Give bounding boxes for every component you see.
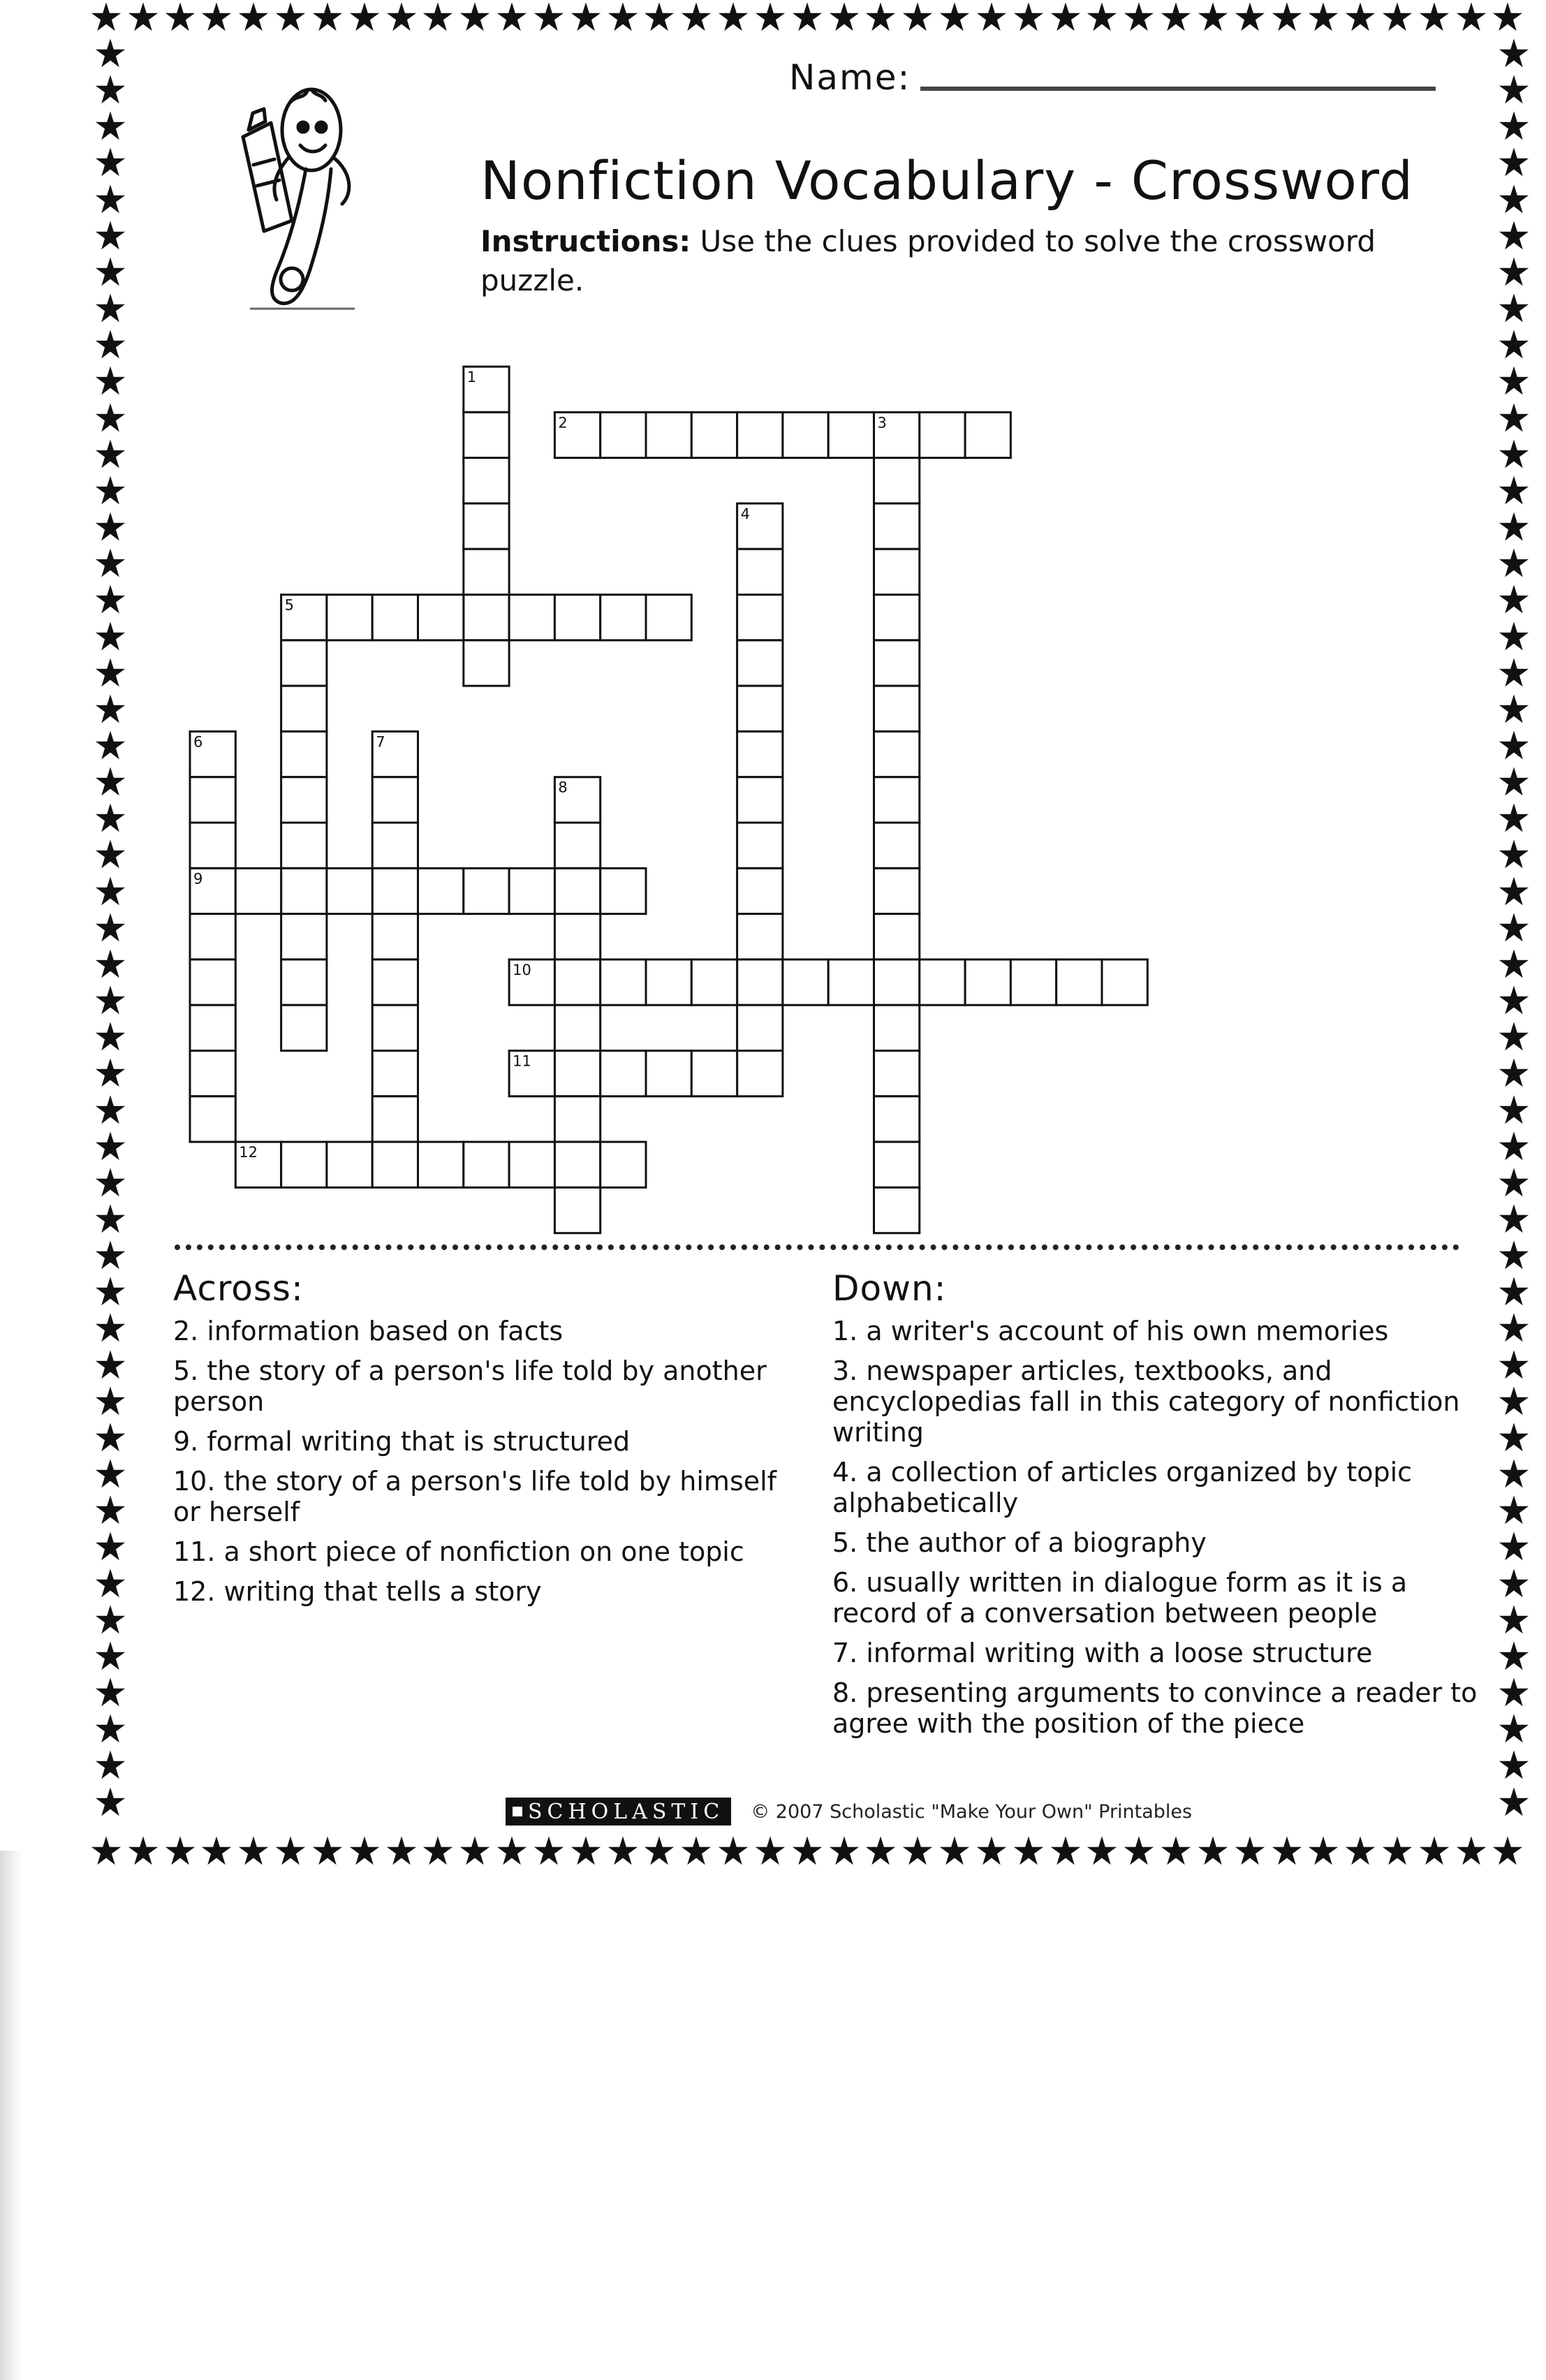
crossword-cell[interactable]: [874, 686, 920, 731]
star-icon: [1198, 1835, 1228, 1866]
crossword-cell[interactable]: [737, 960, 783, 1005]
crossword-cell[interactable]: [554, 1187, 600, 1233]
down-clue: 1. a writer's account of his own memories: [832, 1316, 1389, 1346]
star-icon: [95, 1349, 126, 1380]
crossword-cell[interactable]: [464, 549, 509, 594]
clue-number: 6: [193, 733, 203, 751]
crossword-cell[interactable]: [874, 823, 920, 868]
crossword-cell[interactable]: [1010, 960, 1056, 1005]
crossword-cell[interactable]: [874, 458, 920, 504]
crossword-cell[interactable]: [737, 549, 783, 594]
crossword-cell[interactable]: [327, 1142, 372, 1187]
crossword-cell[interactable]: [554, 960, 600, 1005]
crossword-cell[interactable]: [828, 412, 874, 457]
star-icon: [95, 1531, 126, 1562]
crossword-cell[interactable]: [281, 1005, 327, 1050]
crossword-cell[interactable]: [874, 1096, 920, 1142]
crossword-cell[interactable]: [418, 1142, 464, 1187]
star-icon: [95, 1786, 126, 1817]
star-icon: [1499, 1568, 1529, 1599]
instructions-label: Instructions:: [480, 224, 691, 258]
star-icon: [1235, 1835, 1265, 1866]
star-icon: [1499, 1786, 1529, 1817]
clue-number: 5: [284, 596, 294, 614]
crossword-cell[interactable]: [965, 412, 1010, 457]
crossword-cell[interactable]: [874, 549, 920, 594]
star-icon: [95, 1604, 126, 1635]
star-icon: [1499, 1531, 1529, 1562]
star-icon: [95, 1422, 126, 1453]
star-icon: [1456, 1835, 1487, 1866]
across-clue: 9. formal writing that is structured: [173, 1426, 631, 1457]
star-icon: [1013, 1835, 1044, 1866]
star-icon: [496, 1835, 527, 1866]
crossword-cell[interactable]: [737, 868, 783, 913]
clue-number: 1: [466, 369, 477, 385]
crossword-cell[interactable]: [372, 1051, 418, 1096]
down-clue: 7. informal writing with a loose structure: [832, 1638, 1373, 1668]
crossword-cell[interactable]: [190, 777, 235, 823]
crossword-cell[interactable]: [372, 1096, 418, 1142]
crossword-cell[interactable]: [190, 914, 235, 960]
star-icon: [644, 1835, 675, 1866]
across-clue: 10. the story of a person's life told by himself or herself: [173, 1466, 777, 1527]
crossword-cell[interactable]: [737, 914, 783, 960]
star-icon: [1050, 1835, 1081, 1866]
crossword-cell[interactable]: [554, 1096, 600, 1142]
crossword-cell[interactable]: [554, 595, 600, 640]
star-icon: [1499, 1458, 1529, 1489]
clue-number: 7: [376, 733, 385, 751]
star-icon: [275, 1835, 306, 1866]
crossword-cell[interactable]: [828, 960, 874, 1005]
crossword-cell[interactable]: [646, 595, 691, 640]
crossword-cell[interactable]: [509, 1142, 554, 1187]
star-icon: [608, 1835, 638, 1866]
page-title: Nonfiction Vocabulary - Crossword: [480, 149, 1414, 212]
star-icon: [792, 1835, 823, 1866]
star-icon: [91, 1835, 122, 1866]
crossword-cell[interactable]: [874, 1051, 920, 1096]
crossword-cell[interactable]: [601, 595, 646, 640]
star-icon: [681, 1835, 712, 1866]
crossword-cell[interactable]: [464, 595, 509, 640]
crossword-cell[interactable]: [874, 1005, 920, 1050]
crossword-cell[interactable]: [372, 823, 418, 868]
crossword-cell[interactable]: [509, 868, 554, 913]
crossword-cell[interactable]: [281, 823, 327, 868]
crossword-cell[interactable]: [737, 823, 783, 868]
crossword-cell[interactable]: [190, 960, 235, 1005]
star-icon: [312, 1835, 343, 1866]
crossword-cell[interactable]: [464, 868, 509, 913]
crossword-cell[interactable]: [1057, 960, 1102, 1005]
star-icon: [1499, 1312, 1529, 1343]
star-icon: [1161, 1835, 1191, 1866]
star-icon: [1499, 1749, 1529, 1780]
clue-number: 11: [513, 1052, 531, 1070]
crossword-cell[interactable]: [691, 1051, 737, 1096]
star-icon: [1499, 1677, 1529, 1707]
star-icon: [238, 1835, 269, 1866]
crossword-cell[interactable]: [372, 868, 418, 913]
crossword-cell[interactable]: [281, 777, 327, 823]
crossword-cell[interactable]: [646, 412, 691, 457]
across-clue: 2. information based on facts: [173, 1316, 564, 1346]
crossword-cell[interactable]: [372, 777, 418, 823]
crossword-cell[interactable]: [737, 595, 783, 640]
scholastic-logo: [506, 1798, 731, 1826]
star-icon: [976, 1835, 1007, 1866]
down-clue: 6. usually written in dialogue form as it is a record of a conversation between people: [832, 1567, 1408, 1629]
star-icon: [349, 1835, 380, 1866]
star-icon: [95, 1494, 126, 1525]
star-icon: [1087, 1835, 1117, 1866]
crossword-cell[interactable]: [554, 823, 600, 868]
crossword-cell[interactable]: [235, 868, 281, 913]
name-label: Name:: [789, 57, 911, 98]
down-clue: 3. newspaper articles, textbooks, and encyclopedias fall in this category of nonfiction writing: [832, 1356, 1460, 1448]
across-clue: 11. a short piece of nonfiction on one topic: [173, 1536, 744, 1567]
star-icon: [95, 1458, 126, 1489]
crossword-cell[interactable]: [372, 1142, 418, 1187]
star-icon: [95, 1568, 126, 1599]
star-icon: [459, 1835, 490, 1866]
crossword-cell[interactable]: [601, 1051, 646, 1096]
star-icon: [95, 1640, 126, 1671]
clue-number: 4: [740, 505, 750, 522]
crossword-cell[interactable]: [691, 960, 737, 1005]
crossword-cell[interactable]: [327, 595, 372, 640]
crossword-cell[interactable]: [646, 1051, 691, 1096]
crossword-cell[interactable]: [874, 640, 920, 686]
clue-number: 3: [877, 414, 887, 432]
crossword-cell[interactable]: [190, 1051, 235, 1096]
crossword-cell[interactable]: [418, 595, 464, 640]
across-clue: 12. writing that tells a story: [173, 1576, 542, 1607]
crossword-cell[interactable]: [965, 960, 1010, 1005]
crossword-cell[interactable]: [464, 504, 509, 549]
crossword-cell[interactable]: [418, 868, 464, 913]
crossword-cell[interactable]: [601, 868, 646, 913]
star-icon: [1345, 1835, 1376, 1866]
crossword-cell[interactable]: [554, 1005, 600, 1050]
crossword-cell[interactable]: [874, 1142, 920, 1187]
star-icon: [1492, 1835, 1523, 1866]
crossword-cell[interactable]: [281, 1142, 327, 1187]
star-icon: [1499, 1386, 1529, 1416]
star-icon: [1499, 1494, 1529, 1525]
crossword-cell[interactable]: [737, 412, 783, 457]
crossword-cell[interactable]: [737, 731, 783, 777]
clue-number: 2: [558, 414, 568, 432]
crossword-cell[interactable]: [281, 640, 327, 686]
clue-number: 8: [558, 779, 568, 796]
star-icon: [570, 1835, 601, 1866]
crossword-cell[interactable]: [737, 1051, 783, 1096]
star-icon: [1419, 1835, 1450, 1866]
crossword-cell[interactable]: [281, 868, 327, 913]
star-icon: [1499, 1422, 1529, 1453]
crossword-cell[interactable]: [737, 777, 783, 823]
crossword-cell[interactable]: [464, 412, 509, 457]
star-icon: [755, 1835, 786, 1866]
star-icon: [1499, 1604, 1529, 1635]
crossword-cell[interactable]: [601, 1142, 646, 1187]
instructions-text: Use the clues provided to solve the crossword puzzle.: [480, 224, 1376, 298]
crossword-cell[interactable]: [190, 1096, 235, 1142]
down-clue: 4. a collection of articles organized by topic alphabetically: [832, 1457, 1413, 1518]
crossword-cell[interactable]: [1102, 960, 1147, 1005]
star-icon: [165, 1835, 196, 1866]
crossword-cell[interactable]: [554, 1142, 600, 1187]
star-icon: [533, 1835, 564, 1866]
star-icon: [422, 1835, 453, 1866]
down-clue: 5. the author of a biography: [832, 1527, 1207, 1558]
crossword-cell[interactable]: [874, 960, 920, 1005]
star-icon: [128, 1835, 159, 1866]
crossword-cell[interactable]: [601, 412, 646, 457]
star-icon: [865, 1835, 896, 1866]
star-icon: [1499, 1276, 1529, 1307]
crossword-cell[interactable]: [874, 731, 920, 777]
star-border-bottom: [91, 1835, 1524, 1877]
star-icon: [1382, 1835, 1413, 1866]
crossword-cell[interactable]: [874, 868, 920, 913]
star-icon: [95, 1677, 126, 1707]
footer: [506, 1795, 1192, 1828]
star-icon: [95, 1386, 126, 1416]
clue-number: 9: [193, 870, 203, 888]
crossword-cell[interactable]: [464, 458, 509, 504]
across-heading: Across:: [173, 1268, 304, 1309]
crossword-cell[interactable]: [874, 595, 920, 640]
crossword-cell[interactable]: [372, 914, 418, 960]
star-icon: [1124, 1835, 1154, 1866]
crossword-cell[interactable]: [509, 595, 554, 640]
publisher-name: SCHOLASTIC: [528, 1799, 725, 1824]
down-clues: [832, 1316, 1482, 1748]
crossword-cell[interactable]: [281, 686, 327, 731]
star-icon: [386, 1835, 417, 1866]
crossword-cell[interactable]: [190, 823, 235, 868]
clue-number: 12: [239, 1144, 258, 1161]
clue-number: 10: [513, 961, 531, 978]
crossword-cell[interactable]: [464, 640, 509, 686]
crossword-cell[interactable]: [920, 960, 965, 1005]
star-icon: [95, 1749, 126, 1780]
star-icon: [201, 1835, 232, 1866]
crossword-cell[interactable]: [327, 868, 372, 913]
crossword-cell[interactable]: [737, 686, 783, 731]
crossword-cell[interactable]: [601, 960, 646, 1005]
crossword-cell[interactable]: [874, 1187, 920, 1233]
crossword-cell[interactable]: [281, 914, 327, 960]
crossword-cell[interactable]: [190, 1005, 235, 1050]
crossword-cell[interactable]: [920, 412, 965, 457]
crossword-cell[interactable]: [281, 960, 327, 1005]
crossword-cell[interactable]: [372, 1005, 418, 1050]
crossword-cell[interactable]: [554, 868, 600, 913]
star-icon: [1499, 1640, 1529, 1671]
crossword-cell[interactable]: [783, 960, 828, 1005]
crossword-cell[interactable]: [783, 412, 828, 457]
crossword-cell[interactable]: [646, 960, 691, 1005]
section-divider: [175, 1244, 1459, 1250]
crossword-cell[interactable]: [372, 960, 418, 1005]
star-icon: [939, 1835, 970, 1866]
crossword-cell[interactable]: [737, 640, 783, 686]
star-icon: [718, 1835, 749, 1866]
crossword-cell[interactable]: [737, 1005, 783, 1050]
crossword-cell[interactable]: [464, 1142, 509, 1187]
down-heading: Down:: [832, 1268, 947, 1309]
crossword-cell[interactable]: [874, 777, 920, 823]
crossword-cell[interactable]: [554, 914, 600, 960]
across-clues: [173, 1316, 802, 1616]
star-icon: [95, 1713, 126, 1744]
crossword-cell[interactable]: [554, 1051, 600, 1096]
across-clue: 5. the story of a person's life told by another person: [173, 1356, 767, 1417]
crossword-cell[interactable]: [281, 731, 327, 777]
copyright-text: © 2007 Scholastic "Make Your Own" Printables: [751, 1800, 1193, 1823]
scan-shadow: [0, 1851, 24, 2380]
star-icon: [1499, 1349, 1529, 1380]
star-icon: [902, 1835, 933, 1866]
crossword-cell[interactable]: [874, 504, 920, 549]
star-icon: [1272, 1835, 1302, 1866]
crossword-cell[interactable]: [691, 412, 737, 457]
star-icon: [1499, 1713, 1529, 1744]
down-clue: 8. presenting arguments to convince a reader to agree with the position of the piece: [832, 1677, 1478, 1739]
star-icon: [829, 1835, 860, 1866]
crossword-cell[interactable]: [372, 595, 418, 640]
star-icon: [95, 1276, 126, 1307]
star-icon: [1308, 1835, 1339, 1866]
crossword-cell[interactable]: [874, 914, 920, 960]
star-icon: [95, 1312, 126, 1343]
